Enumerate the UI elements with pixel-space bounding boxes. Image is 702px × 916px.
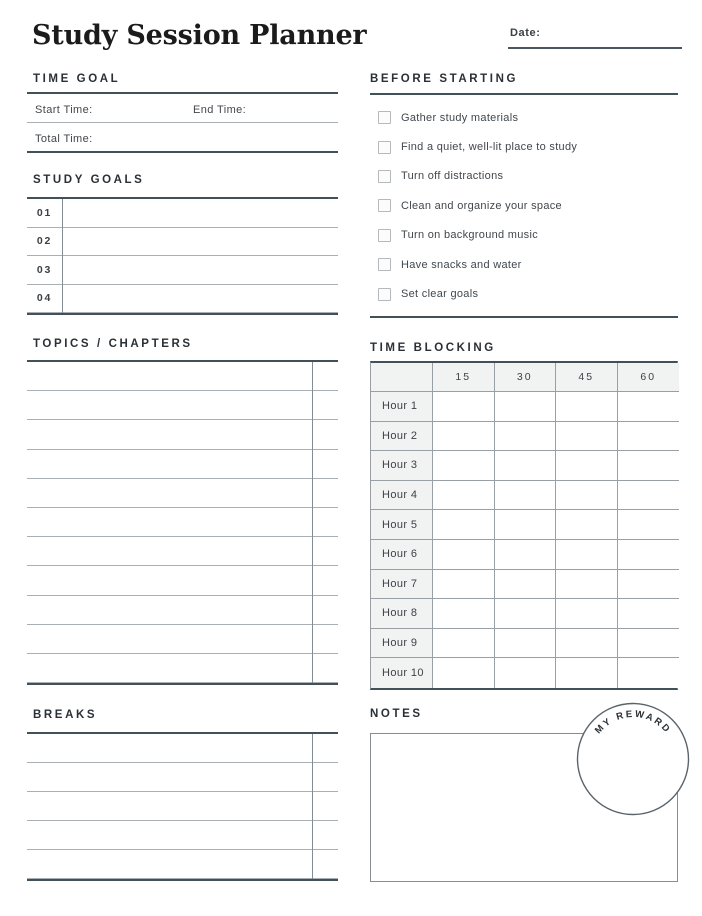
before-starting-bottom-rule <box>370 316 678 318</box>
time-block-cell[interactable] <box>618 570 680 600</box>
study-goals-rows <box>27 197 338 315</box>
page-title: Study Session Planner <box>32 20 367 51</box>
topics-line[interactable] <box>27 362 338 391</box>
hour-row-label: Hour 10 <box>371 658 433 688</box>
checklist-item <box>370 132 678 161</box>
end-time-label: End Time: <box>193 104 247 116</box>
total-time-label: Total Time: <box>35 133 93 145</box>
topics-line[interactable] <box>27 654 338 683</box>
breaks-line[interactable] <box>27 850 338 879</box>
start-time-label: Start Time: <box>35 104 93 116</box>
time-blocking-table <box>370 361 678 690</box>
time-block-cell[interactable] <box>618 599 680 629</box>
time-block-cell[interactable] <box>556 658 618 688</box>
time-block-cell[interactable] <box>495 481 557 511</box>
topics-line[interactable] <box>27 479 338 508</box>
topics-line[interactable] <box>27 625 338 654</box>
checklist-item-label: Find a quiet, well-lit place to study <box>401 141 578 154</box>
time-block-cell[interactable] <box>618 451 680 481</box>
breaks-line[interactable] <box>27 763 338 792</box>
time-block-cell[interactable] <box>556 392 618 422</box>
breaks-line[interactable] <box>27 734 338 763</box>
date-label: Date: <box>510 27 541 39</box>
before-starting-checklist <box>370 103 678 309</box>
time-blocking-heading: TIME BLOCKING <box>370 342 496 354</box>
time-block-cell[interactable] <box>556 629 618 659</box>
column-header-30: 30 <box>495 363 557 392</box>
time-block-cell[interactable] <box>556 540 618 570</box>
time-goal-heading: TIME GOAL <box>33 73 121 85</box>
topics-heading: TOPICS / CHAPTERS <box>33 338 193 350</box>
hour-row-label: Hour 4 <box>371 481 433 511</box>
time-block-cell[interactable] <box>433 599 495 629</box>
breaks-line[interactable] <box>27 792 338 821</box>
breaks-line[interactable] <box>27 821 338 850</box>
table-corner-cell <box>371 363 433 392</box>
hour-row-label: Hour 7 <box>371 570 433 600</box>
time-block-cell[interactable] <box>433 570 495 600</box>
study-goal-row[interactable] <box>27 256 338 285</box>
hour-row-label: Hour 6 <box>371 540 433 570</box>
hour-row-label: Hour 5 <box>371 510 433 540</box>
checkbox-icon[interactable] <box>378 199 391 212</box>
time-block-cell[interactable] <box>495 629 557 659</box>
breaks-ruled-lines <box>27 732 338 881</box>
time-goal-mid-line[interactable] <box>27 122 338 123</box>
topics-ruled-lines <box>27 360 338 685</box>
time-block-cell[interactable] <box>433 422 495 452</box>
topics-line[interactable] <box>27 420 338 449</box>
goal-number: 01 <box>36 206 53 219</box>
time-block-cell[interactable] <box>618 481 680 511</box>
topics-line[interactable] <box>27 391 338 420</box>
time-block-cell[interactable] <box>618 540 680 570</box>
my-reward-stamp <box>574 700 692 818</box>
time-block-cell[interactable] <box>495 451 557 481</box>
checklist-item-label: Gather study materials <box>401 111 519 124</box>
goal-number: 02 <box>36 235 53 248</box>
checkbox-icon[interactable] <box>378 229 391 242</box>
notes-heading: NOTES <box>370 708 423 720</box>
goal-number: 03 <box>36 263 53 276</box>
hour-row-label: Hour 8 <box>371 599 433 629</box>
time-block-cell[interactable] <box>433 540 495 570</box>
topics-line[interactable] <box>27 537 338 566</box>
time-goal-bottom-rule <box>27 151 338 153</box>
time-block-cell[interactable] <box>495 422 557 452</box>
study-goals-divider-line <box>62 199 63 313</box>
checkbox-icon[interactable] <box>378 141 391 154</box>
hour-row-label: Hour 2 <box>371 422 433 452</box>
checkbox-icon[interactable] <box>378 170 391 183</box>
checklist-item <box>370 191 678 220</box>
time-block-cell[interactable] <box>495 570 557 600</box>
time-block-cell[interactable] <box>618 392 680 422</box>
time-block-cell[interactable] <box>433 658 495 688</box>
reward-circle[interactable] <box>578 704 689 815</box>
checklist-item-label: Clean and organize your space <box>401 199 562 212</box>
breaks-divider-line <box>312 734 313 879</box>
checklist-item <box>370 221 678 250</box>
date-input-line[interactable] <box>508 47 682 49</box>
time-block-cell[interactable] <box>618 658 680 688</box>
checkbox-icon[interactable] <box>378 258 391 271</box>
time-block-cell[interactable] <box>556 510 618 540</box>
topics-line[interactable] <box>27 596 338 625</box>
study-goal-row[interactable] <box>27 285 338 314</box>
time-block-cell[interactable] <box>433 481 495 511</box>
time-block-cell[interactable] <box>433 510 495 540</box>
study-goal-row[interactable] <box>27 199 338 228</box>
before-starting-top-rule <box>370 93 678 95</box>
column-header-60: 60 <box>618 363 680 392</box>
checklist-item <box>370 162 678 191</box>
breaks-heading: BREAKS <box>33 709 98 721</box>
hour-row-label: Hour 9 <box>371 629 433 659</box>
study-goal-row[interactable] <box>27 228 338 257</box>
goal-number: 04 <box>36 292 53 305</box>
time-block-cell[interactable] <box>556 599 618 629</box>
time-block-cell[interactable] <box>556 481 618 511</box>
time-block-cell[interactable] <box>495 510 557 540</box>
topics-line[interactable] <box>27 508 338 537</box>
checkbox-icon[interactable] <box>378 111 391 124</box>
topics-divider-line <box>312 362 313 683</box>
time-block-cell[interactable] <box>556 422 618 452</box>
time-block-cell[interactable] <box>556 570 618 600</box>
hour-row-label: Hour 1 <box>371 392 433 422</box>
checklist-item <box>370 250 678 279</box>
reward-label: MY REWARD <box>592 708 674 737</box>
time-block-cell[interactable] <box>433 451 495 481</box>
time-block-cell[interactable] <box>495 599 557 629</box>
time-block-cell[interactable] <box>618 629 680 659</box>
before-starting-heading: BEFORE STARTING <box>370 73 519 85</box>
topics-line[interactable] <box>27 566 338 595</box>
checklist-item <box>370 103 678 132</box>
checkbox-icon[interactable] <box>378 288 391 301</box>
time-block-cell[interactable] <box>618 510 680 540</box>
time-block-cell[interactable] <box>433 629 495 659</box>
checklist-item-label: Turn on background music <box>401 229 539 242</box>
time-block-cell[interactable] <box>495 540 557 570</box>
study-goals-heading: STUDY GOALS <box>33 174 145 186</box>
time-block-cell[interactable] <box>495 658 557 688</box>
checklist-item-label: Have snacks and water <box>401 258 522 271</box>
checklist-item-label: Turn off distractions <box>401 170 504 183</box>
time-goal-top-rule <box>27 92 338 94</box>
checklist-item-label: Set clear goals <box>401 288 479 301</box>
time-block-cell[interactable] <box>556 451 618 481</box>
column-header-45: 45 <box>556 363 618 392</box>
column-header-15: 15 <box>433 363 495 392</box>
hour-row-label: Hour 3 <box>371 451 433 481</box>
time-block-cell[interactable] <box>618 422 680 452</box>
time-block-cell[interactable] <box>495 392 557 422</box>
checklist-item <box>370 279 678 308</box>
topics-line[interactable] <box>27 450 338 479</box>
time-block-cell[interactable] <box>433 392 495 422</box>
